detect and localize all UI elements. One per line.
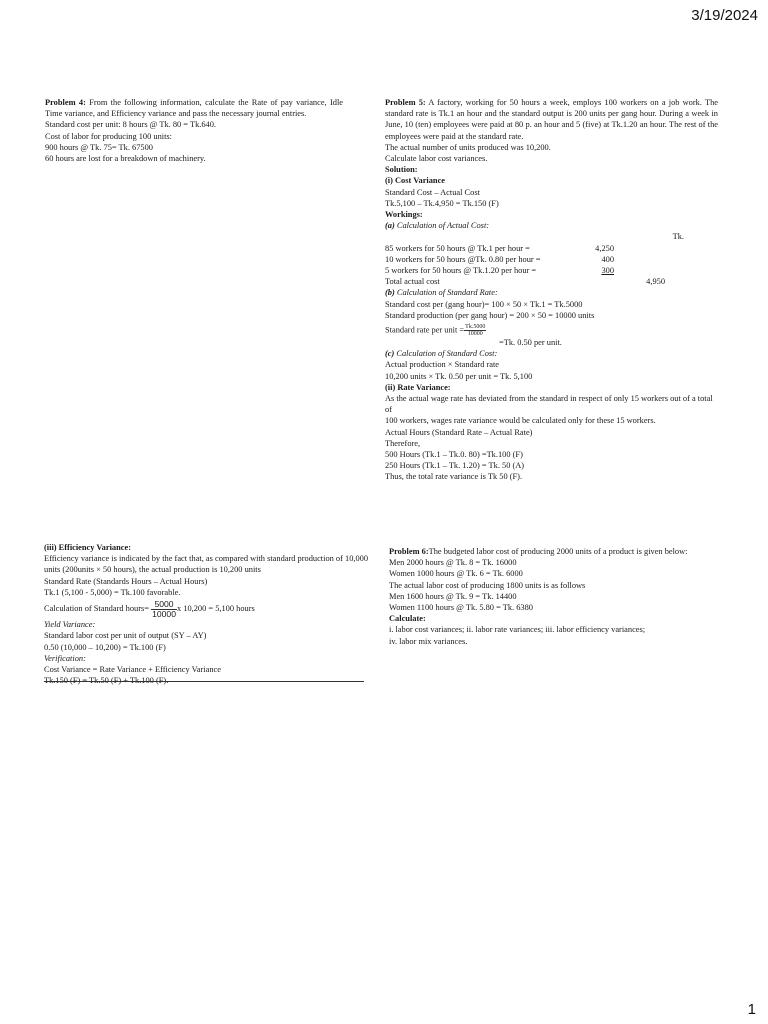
document-date: 3/19/2024 (691, 7, 758, 24)
standard-cost-line: 10,200 units × Tk. 0.50 per unit = Tk. 5,100 (385, 371, 533, 381)
verification-line: Tk.150 (F) = Tk.50 (F) + Tk.100 (F). (44, 676, 169, 686)
cost-variance-heading: (i) Cost Variance (385, 176, 446, 186)
calculate-line: i. labor cost variances; ii. labor rate variances; iii. labor efficiency variances; (389, 625, 646, 635)
problem-6-intro: Problem 6:The budgeted labor cost of producing 2000 units of a product is given below: (389, 547, 688, 556)
problem-6-line: Women 1000 hours @ Tk. 6 = Tk. 6000 (389, 569, 523, 579)
calculate-heading: Calculate: (389, 614, 426, 624)
standard-hours-formula: Calculation of Standard hours= $\frac{5000}{10000}$ x 10,200 = 5,100 hours (44, 599, 255, 619)
standard-rate-heading: (b) Calculation of Standard Rate: (385, 288, 498, 298)
problem-4-intro: Problem 4: From the following information, calculate the Rate of pay variance, Idle Time variance, and Efficiency variance and pass the necessary journal entries. (45, 98, 343, 119)
efficiency-variance-line: Tk.1 (5,100 - 5,000) = Tk.100 favorable. (44, 587, 181, 597)
standard-rate-line: Standard cost per (gang hour)= 100 × 50 × Tk.1 = Tk.5000 (385, 299, 583, 309)
page-number: 1 (747, 1001, 756, 1018)
solution-heading: Solution: (385, 165, 418, 175)
verification-line: Cost Variance = Rate Variance + Efficiency Variance (44, 665, 221, 675)
section-divider (44, 681, 364, 682)
problem-4-line: 900 hours @ Tk. 75= Tk. 67500 (45, 142, 153, 152)
problem-6-line: Men 1600 hours @ Tk. 9 = Tk. 14400 (389, 591, 517, 601)
actual-cost-row: 10 workers for 50 hours @Tk. 0.80 per hour = 400 (385, 254, 614, 264)
problem-5-line: Calculate labor cost variances. (385, 154, 488, 164)
problem-6-title: Problem 6: (389, 547, 429, 556)
yield-variance-line: Standard labor cost per unit of output (SY – AY) (44, 631, 207, 641)
problem-5-line: The actual number of units produced was 10,200. (385, 142, 551, 152)
verification-heading: Verification: (44, 653, 86, 663)
problem-4-line: Standard cost per unit: 8 hours @ Tk. 80 = Tk.640. (45, 120, 217, 130)
standard-hours-fraction: $\frac{5000}{10000}$ (152, 599, 176, 619)
efficiency-variance-block (44, 542, 374, 686)
actual-cost-heading: (a) Calculation of Actual Cost: (385, 221, 490, 231)
problem-6-line: Women 1100 hours @ Tk. 5.80 = Tk. 6380 (389, 603, 533, 613)
rate-variance-line: 100 workers, wages rate variance would be calculated only for these 15 workers. (385, 416, 656, 426)
rate-variance-line: Thus, the total rate variance is Tk 50 (F). (385, 472, 523, 482)
cost-variance-line: Tk.5,100 – Tk.4,950 = Tk.150 (F) (385, 198, 499, 208)
efficiency-variance-line: Efficiency variance is indicated by the fact that, as compared with standard production of 10,000 units (200units × 50 hours), the actual production is 10,200 units (44, 554, 369, 575)
actual-cost-row: 85 workers for 50 hours @ Tk.1 per hour = 4,250 (385, 243, 614, 253)
yield-variance-line: 0.50 (10,000 – 10,200) = Tk.100 (F) (44, 642, 166, 652)
efficiency-variance-heading: (iii) Efficiency Variance: (44, 543, 131, 552)
problem-5-title: Problem 5: (385, 98, 426, 107)
problem-4-block (45, 97, 343, 164)
rate-variance-line: As the actual wage rate has deviated from the standard in respect of only 15 workers out of a total of (385, 394, 713, 415)
tk-column-header: Tk. (672, 232, 684, 242)
yield-variance-heading: Yield Variance: (44, 620, 96, 630)
actual-cost-row: 5 workers for 50 hours @ Tk.1.20 per hour = 300 (385, 266, 614, 275)
standard-rate-fraction: $\frac{Tk.5000}{10000}$ (465, 323, 486, 337)
problem-5-intro: Problem 5: A factory, working for 50 hours a week, employs 100 workers on a job work. The standard rate is Tk.1 an hour and the standard output is 200 units per gang hour. During a week in June, 10 (ten) employees were paid at 80 p. an hour and 5 (five) at Tk.1.20 an hour. The rest of the employees were paid at the standard rate. (385, 98, 718, 141)
problem-6-line: Men 2000 hours @ Tk. 8 = Tk. 16000 (389, 558, 517, 568)
problem-5-block (385, 97, 718, 483)
efficiency-variance-line: Standard Rate (Standards Hours – Actual Hours) (44, 576, 208, 586)
rate-variance-line: 500 Hours (Tk.1 – Tk.0. 80) =Tk.100 (F) (385, 450, 523, 460)
problem-6-block (389, 546, 721, 647)
problem-6-line: The actual labor cost of producing 1800 units is as follows (389, 580, 586, 590)
workings-heading: Workings: (385, 210, 423, 220)
standard-rate-formula: Standard rate per unit = $\frac{Tk.5000}{10000}$ (385, 323, 486, 337)
rate-variance-line: Therefore, (385, 438, 421, 448)
cost-variance-line: Standard Cost – Actual Cost (385, 187, 480, 197)
calculate-line: iv. labor mix variances. (389, 636, 468, 646)
standard-rate-result: =Tk. 0.50 per unit. (499, 337, 562, 347)
problem-4-line: 60 hours are lost for a breakdown of machinery. (45, 154, 206, 164)
total-actual-cost-row: Total actual cost 4,950 (385, 277, 665, 287)
rate-variance-line: 250 Hours (Tk.1 – Tk. 1.20) = Tk. 50 (A) (385, 461, 525, 471)
rate-variance-heading: (ii) Rate Variance: (385, 382, 451, 392)
rate-variance-line: Actual Hours (Standard Rate – Actual Rate) (385, 427, 533, 437)
problem-4-line: Cost of labor for producing 100 units: (45, 131, 173, 141)
standard-cost-heading: (c) Calculation of Standard Cost: (385, 349, 498, 359)
standard-cost-line: Actual production × Standard rate (385, 360, 500, 370)
problem-4-title: Problem 4: (45, 98, 86, 107)
standard-rate-line: Standard production (per gang hour) = 200 × 50 = 10000 units (385, 310, 595, 320)
